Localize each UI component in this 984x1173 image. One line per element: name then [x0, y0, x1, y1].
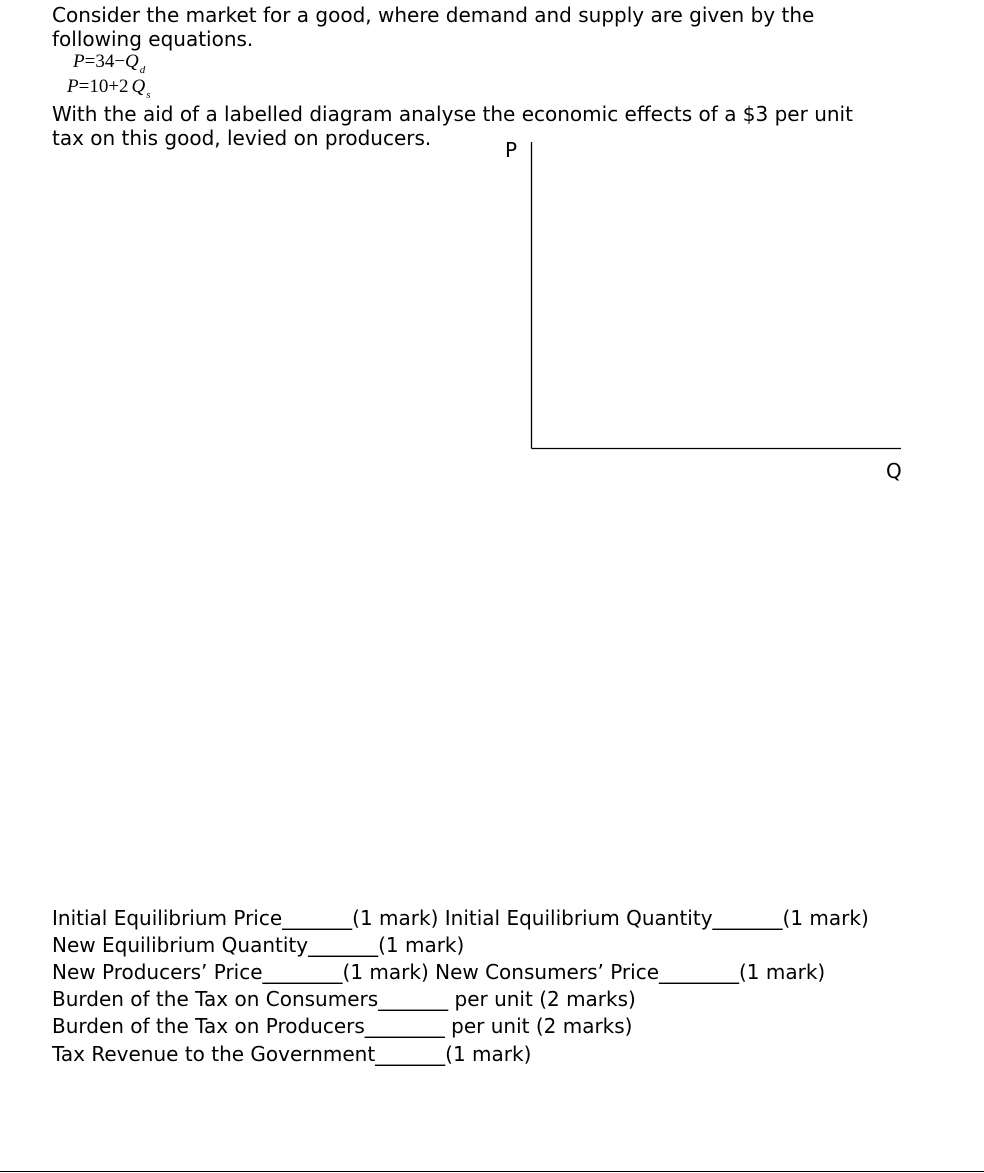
- supply-eq-lhs: P: [67, 76, 79, 97]
- quantity-axis-label: Q: [886, 459, 902, 483]
- supply-eq-coef: 2: [119, 76, 129, 97]
- answer-line-equilibrium: Initial Equilibrium Price_______(1 mark) Initial Equilibrium Quantity_______(1 mark): [52, 906, 869, 930]
- answer-line-tax-revenue: Tax Revenue to the Government_______(1 mark): [52, 1042, 532, 1066]
- demand-eq-var: Q: [125, 51, 139, 72]
- supply-eq-rel: =: [78, 76, 90, 97]
- demand-eq-op: −: [114, 51, 126, 72]
- demand-eq-rel: =: [84, 51, 96, 72]
- demand-eq-lhs: P: [73, 51, 85, 72]
- supply-eq-var: Q: [131, 76, 146, 97]
- supply-eq-sub: s: [146, 89, 151, 101]
- page-bottom-rule: [0, 1171, 984, 1172]
- supply-eq-op: +: [108, 76, 120, 97]
- answer-line-new-prices: New Producers’ Price________(1 mark) New Consumers’ Price________(1 mark): [52, 960, 826, 984]
- question-intro-line-2: following equations.: [52, 27, 254, 51]
- task-line-1: With the aid of a labelled diagram analyse the economic effects of a $3 per unit: [52, 102, 853, 126]
- answer-line-consumer-burden: Burden of the Tax on Consumers_______ per unit (2 marks): [52, 987, 636, 1011]
- task-line-2: tax on this good, levied on producers.: [52, 126, 432, 150]
- supply-eq-constant: 10: [89, 76, 109, 97]
- price-axis-label: P: [505, 138, 518, 162]
- question-intro-line-1: Consider the market for a good, where demand and supply are given by the: [52, 3, 815, 27]
- answer-line-new-quantity: New Equilibrium Quantity_______(1 mark): [52, 933, 465, 957]
- answer-line-producer-burden: Burden of the Tax on Producers________ per unit (2 marks): [52, 1014, 633, 1038]
- supply-demand-diagram-axes: [530, 142, 902, 452]
- demand-eq-sub: d: [139, 64, 146, 76]
- demand-eq-constant: 34: [95, 51, 115, 72]
